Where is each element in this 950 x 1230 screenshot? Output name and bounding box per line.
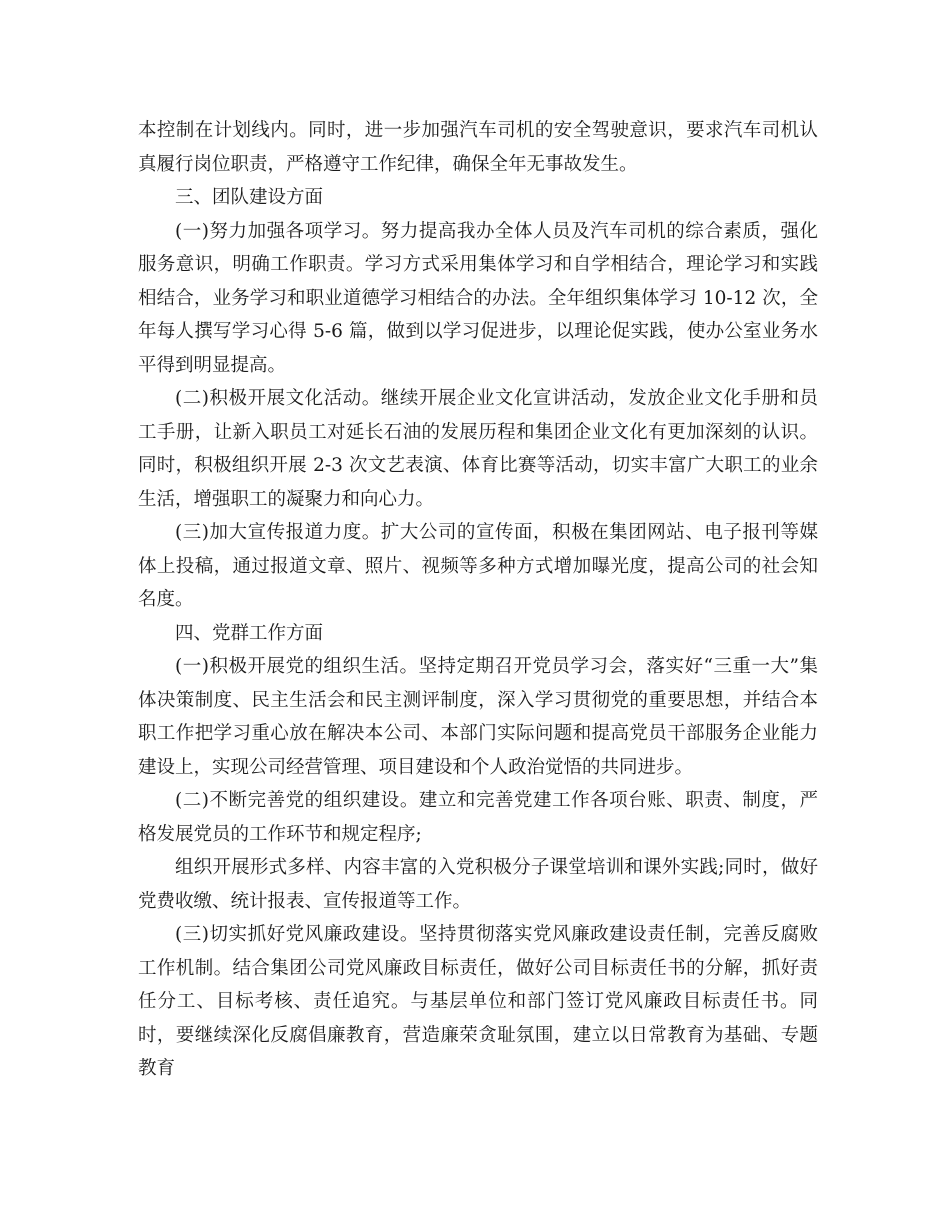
- paragraph-continuation: 本控制在计划线内。同时，进一步加强汽车司机的安全驾驶意识，要求汽车司机认真履行岗位职责，严格遵守工作纪律，确保全年无事故发生。: [138, 120, 818, 175]
- section-heading-team-building: 三、团队建设方面: [175, 187, 324, 208]
- document-body: [138, 114, 818, 1086]
- paragraph-study: (一)努力加强各项学习。努力提高我办全体人员及汽车司机的综合素质，强化服务意识，明确工作职责。学习方式采用集体学习和自学相结合，理论学习和实践相结合，业务学习和职业道德学习相结合的办法。全年组织集体学习 10-12 次，全年每人撰写学习心得 5-6 篇，做到以学习促进步，以理论促实践，使办公室业务水平得到明显提高。: [138, 220, 818, 376]
- paragraph-culture-activities: (二)积极开展文化活动。继续开展企业文化宣讲活动，发放企业文化手册和员工手册，让新入职员工对延长石油的发展历程和集团企业文化有更加深刻的认识。同时，积极组织开展 2-3 次文艺表演、体育比赛等活动，切实丰富广大职工的业余生活，增强职工的凝聚力和向心力。: [138, 388, 818, 510]
- paragraph-activist-training: 组织开展形式多样、内容丰富的入党积极分子课堂培训和课外实践;同时，做好党费收缴、统计报表、宣传报道等工作。: [138, 857, 818, 912]
- paragraph-integrity: (三)切实抓好党风廉政建设。坚持贯彻落实党风廉政建设责任制，完善反腐败工作机制。结合集团公司党风廉政目标责任，做好公司目标责任书的分解，抓好责任分工、目标考核、责任追究。与基层单位和部门签订党风廉政目标责任书。同时，要继续深化反腐倡廉教育，营造廉荣贪耻氛围，建立以日常教育为基础、专题教育: [138, 924, 818, 1079]
- section-heading-party-work: 四、党群工作方面: [175, 622, 324, 644]
- paragraph-publicity: (三)加大宣传报道力度。扩大公司的宣传面，积极在集团网站、电子报刊等媒体上投稿，通过报道文章、照片、视频等多种方式增加曝光度，提高公司的社会知名度。: [138, 522, 818, 610]
- paragraph-party-organization: (二)不断完善党的组织建设。建立和完善党建工作各项台账、职责、制度，严格发展党员的工作环节和规定程序;: [138, 790, 818, 845]
- paragraph-party-life: (一)积极开展党的组织生活。坚持定期召开党员学习会，落实好“三重一大”集体决策制度、民主生活会和民主测评制度，深入学习贯彻党的重要思想，并结合本职工作把学习重心放在解决本公司、本部门实际问题和提高党员干部服务企业能力建设上，实现公司经营管理、项目建设和个人政治觉悟的共同进步。: [138, 656, 818, 778]
